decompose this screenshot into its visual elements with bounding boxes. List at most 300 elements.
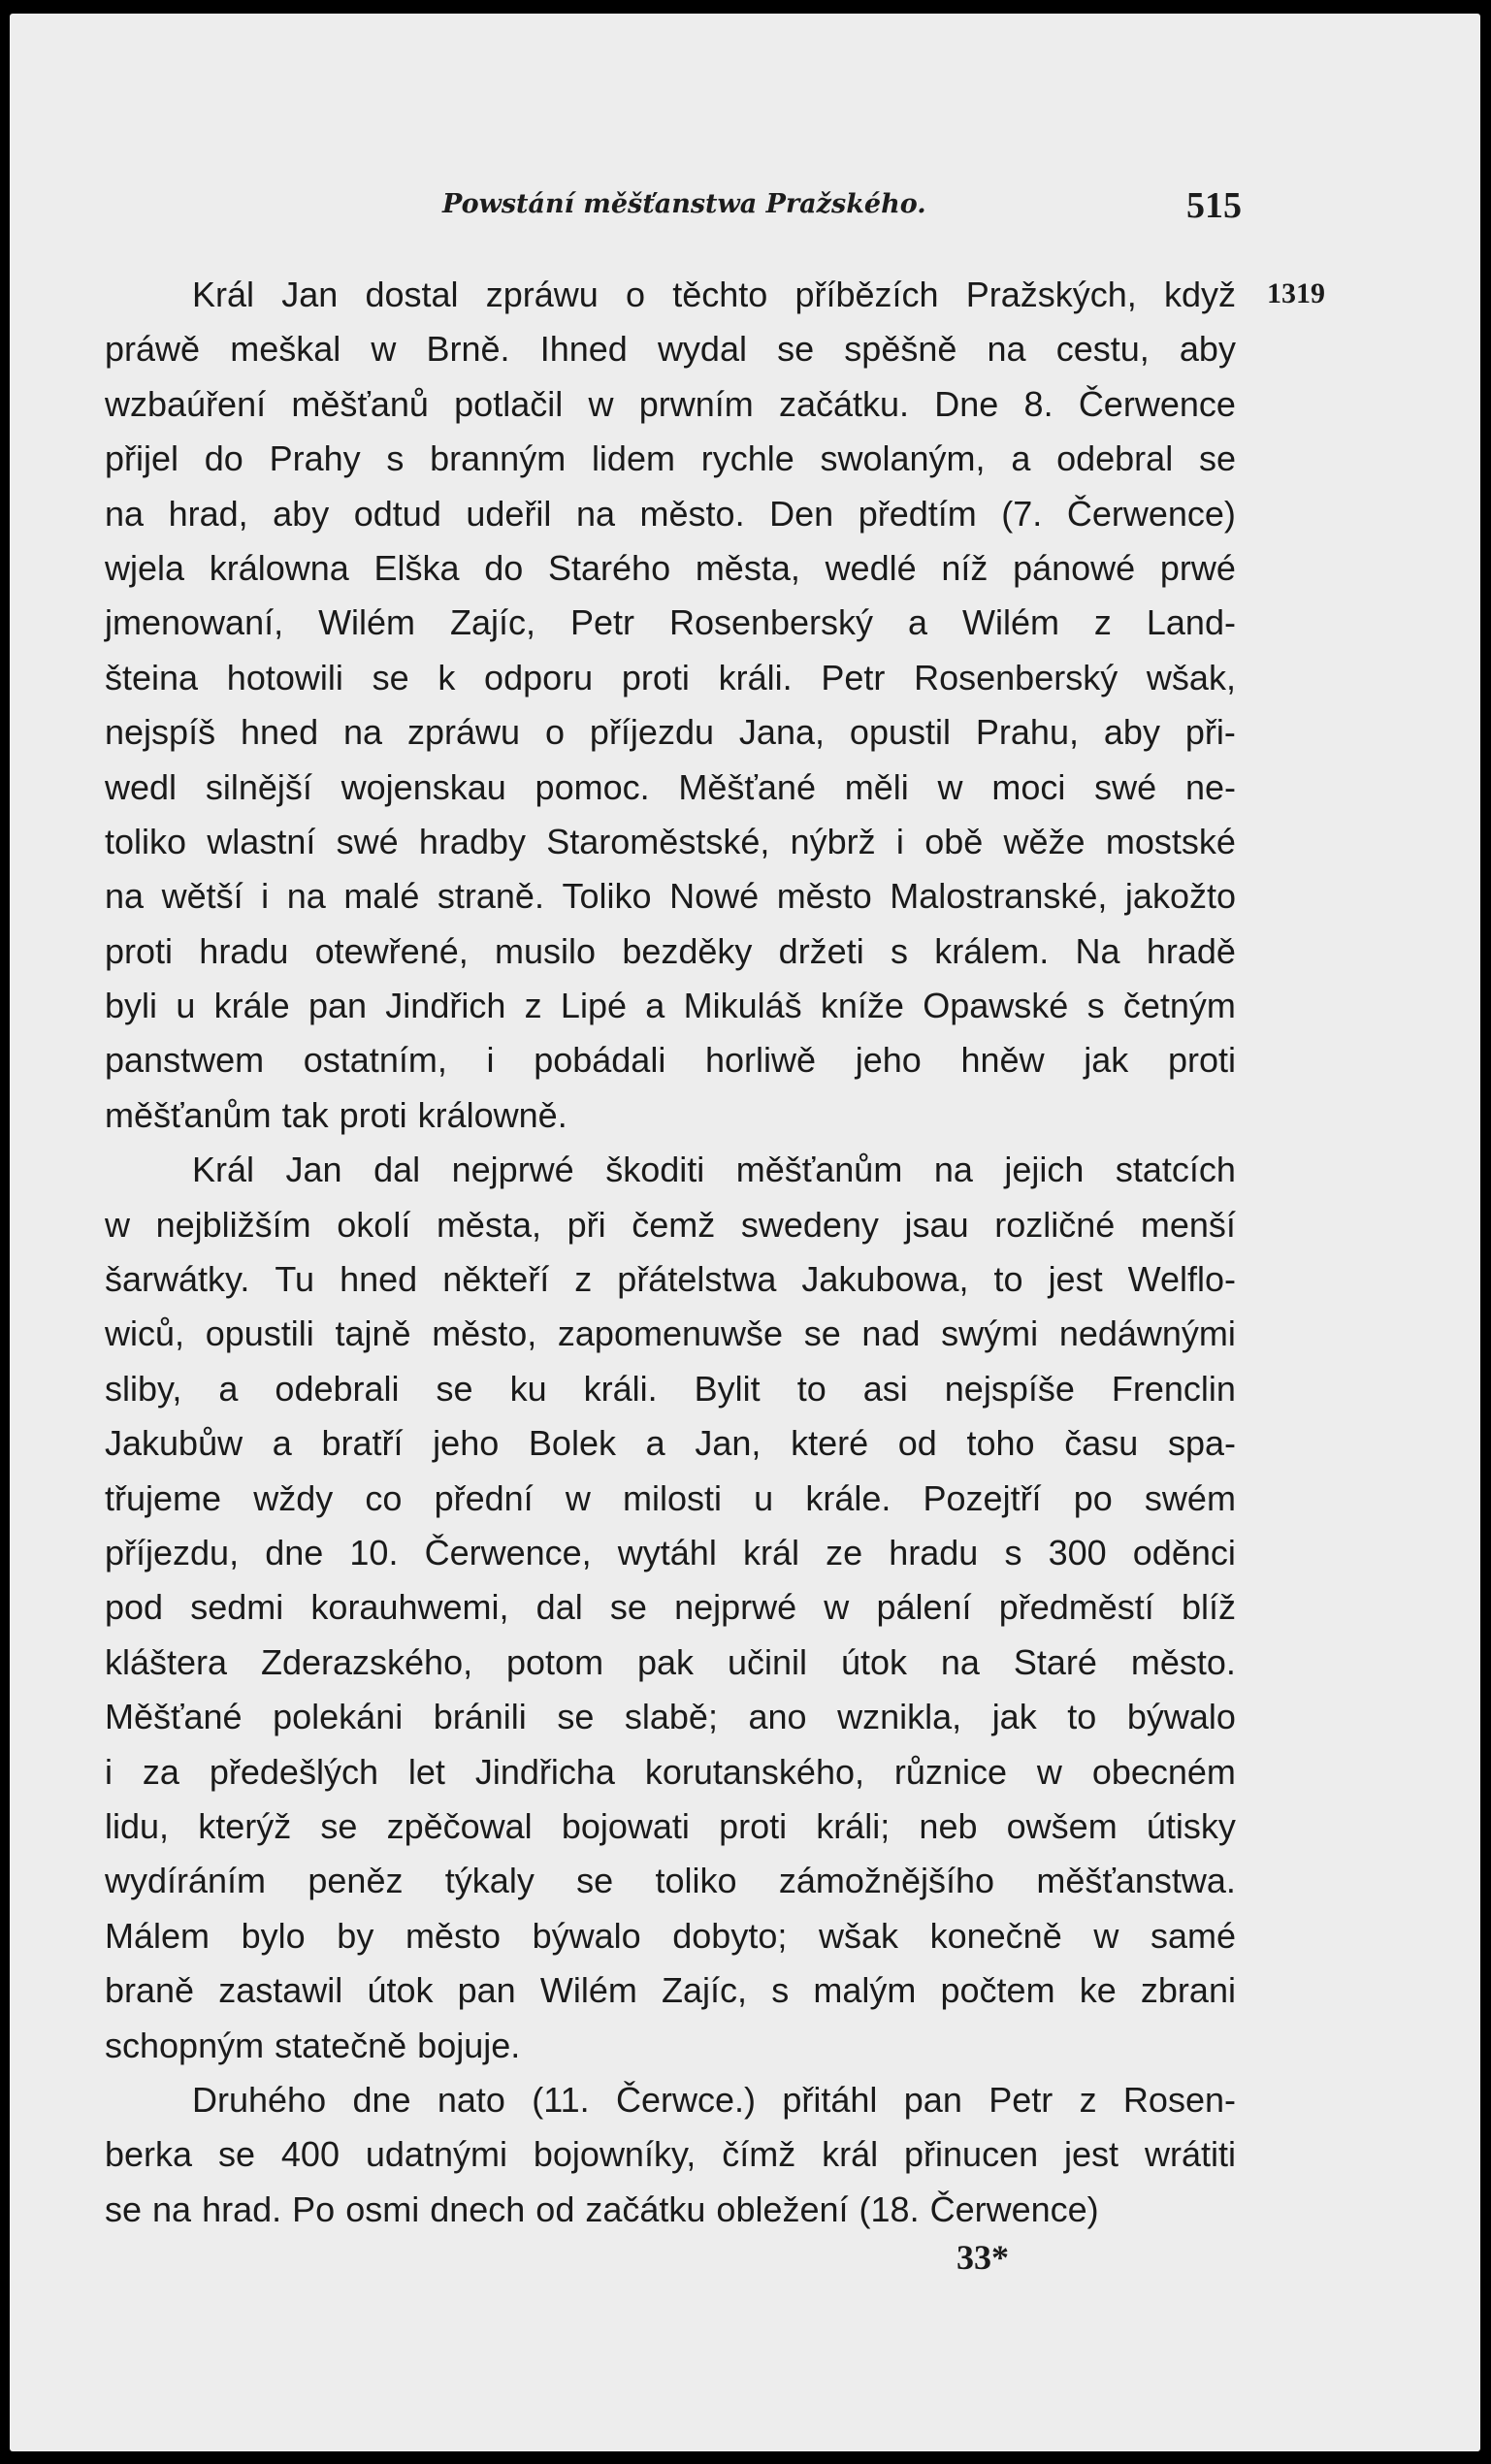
- word: braně: [105, 1970, 195, 2011]
- word: toliko: [655, 1861, 737, 1901]
- word: aby: [1179, 329, 1236, 370]
- word: otewřené,: [314, 930, 469, 971]
- word: i: [895, 821, 904, 861]
- word: asi: [862, 1368, 908, 1409]
- word: Toliko: [562, 876, 652, 917]
- word: 300: [1048, 1532, 1107, 1572]
- word: na: [987, 329, 1026, 370]
- word: by: [337, 1915, 374, 1956]
- text-line: [105, 1033, 1236, 1087]
- word: předešlých: [209, 1751, 378, 1792]
- word: Prahu,: [975, 712, 1079, 753]
- word: na: [286, 876, 326, 917]
- word: 10.: [349, 1532, 399, 1572]
- word: předměstí: [998, 1587, 1154, 1628]
- word: Dne: [934, 383, 999, 424]
- word: pálení: [876, 1587, 972, 1628]
- text-line: [105, 761, 1236, 815]
- word: ostatním,: [303, 1040, 447, 1081]
- word: býwalo: [532, 1915, 641, 1956]
- book-page: [10, 14, 1480, 2451]
- word: Jan: [285, 1150, 342, 1190]
- word: jakožto: [1124, 876, 1236, 917]
- word: jest: [1048, 1259, 1103, 1300]
- text-line: [105, 322, 1236, 376]
- word: Druhého: [192, 2079, 327, 2120]
- word: dal: [373, 1150, 421, 1190]
- word: začátku: [585, 2188, 706, 2229]
- word: pan: [308, 986, 368, 1026]
- word: týkaly: [444, 1861, 535, 1901]
- word: oděnci: [1132, 1532, 1236, 1572]
- text-line: [105, 815, 1236, 869]
- word: zpráwu: [406, 712, 521, 753]
- text-line: [105, 1198, 1236, 1252]
- text-line: [105, 1745, 1236, 1799]
- text-line: [105, 1580, 1236, 1635]
- word: jsau: [904, 1204, 969, 1245]
- word: králi;: [816, 1805, 891, 1846]
- word: učinil: [727, 1641, 808, 1682]
- word: měšťanstwa.: [1036, 1861, 1236, 1901]
- word: od: [897, 1423, 937, 1464]
- word: co: [365, 1477, 403, 1518]
- word: potlačil: [454, 383, 564, 424]
- word: pomoc.: [535, 766, 650, 807]
- word: s: [771, 1970, 790, 2011]
- word: nad: [861, 1313, 921, 1354]
- word: hned: [340, 1259, 418, 1300]
- text-line: [105, 487, 1236, 541]
- word: bojuje.: [417, 2025, 521, 2065]
- word: jeho: [855, 1040, 922, 1081]
- margin-year-note: 1319: [1267, 277, 1325, 309]
- word: peněz: [308, 1861, 404, 1901]
- word: Pražských,: [965, 275, 1137, 314]
- word: na: [940, 1641, 980, 1682]
- word: útisky: [1146, 1805, 1236, 1846]
- word: škoditi: [605, 1150, 705, 1190]
- word: Petr: [989, 2079, 1053, 2120]
- text-line: [105, 1909, 1236, 1963]
- word: dostal: [365, 275, 459, 314]
- text-line: [105, 377, 1236, 432]
- word: w: [824, 1587, 850, 1628]
- word: wedl: [105, 766, 178, 807]
- word: i: [105, 1751, 113, 1792]
- word: města,: [695, 547, 800, 588]
- word: malým: [813, 1970, 917, 2011]
- word: wrátiti: [1144, 2134, 1236, 2175]
- body-text: [105, 268, 1236, 2237]
- word: wojenskau: [340, 766, 506, 807]
- word: neb: [919, 1805, 978, 1846]
- word: owšem: [1006, 1805, 1118, 1846]
- word: tak: [281, 1094, 329, 1135]
- word: města,: [436, 1204, 541, 1245]
- word: meškal: [230, 329, 341, 370]
- word: nejspíše: [944, 1368, 1075, 1409]
- word: swými: [941, 1313, 1039, 1354]
- word: aby: [273, 493, 330, 534]
- word: a: [645, 1423, 665, 1464]
- word: pak: [637, 1641, 695, 1682]
- word: králowna: [209, 547, 349, 588]
- word: králem.: [934, 930, 1050, 971]
- word: w: [105, 1204, 130, 1245]
- word: se: [803, 1313, 841, 1354]
- word: Wilém: [539, 1970, 637, 2011]
- text-line: [105, 541, 1236, 596]
- word: Petr: [569, 602, 634, 643]
- word: Frenclin: [1111, 1368, 1236, 1409]
- word: tajně: [335, 1313, 411, 1354]
- word: u: [176, 986, 196, 1026]
- word: odporu: [484, 657, 594, 697]
- word: samé: [1150, 1915, 1236, 1956]
- word: Tu: [275, 1259, 315, 1300]
- word: a: [1011, 438, 1031, 479]
- word: straně.: [437, 876, 544, 917]
- word: četným: [1122, 986, 1236, 1026]
- text-line: [105, 1636, 1236, 1690]
- word: wydal: [657, 329, 747, 370]
- word: panstwem: [105, 1040, 265, 1081]
- word: Málem: [105, 1915, 211, 1956]
- word: počtem: [940, 1970, 1055, 2011]
- word: statečně: [275, 2025, 407, 2065]
- word: Lipé: [560, 986, 627, 1026]
- word: krále.: [805, 1477, 891, 1518]
- word: bezděky: [622, 930, 753, 971]
- word: lidu,: [105, 1805, 170, 1846]
- word: wětší: [161, 876, 243, 917]
- word: Po: [292, 2188, 336, 2229]
- word: proti: [339, 1094, 407, 1135]
- word: udatnými: [365, 2134, 507, 2175]
- word: držeti: [778, 930, 864, 971]
- word: moci: [991, 766, 1066, 807]
- word: přinucen: [904, 2134, 1039, 2175]
- word: krále: [213, 986, 290, 1026]
- word: w: [371, 329, 397, 370]
- word: se: [436, 1368, 473, 1409]
- text-line: [105, 1690, 1236, 1744]
- word: král: [742, 1532, 799, 1572]
- word: na: [575, 493, 616, 534]
- word: schopným: [105, 2025, 265, 2065]
- word: z: [524, 986, 542, 1026]
- word: o: [544, 712, 565, 753]
- word: příbězích: [794, 275, 939, 314]
- word: dne: [265, 1532, 324, 1572]
- word: menší: [1140, 1204, 1236, 1245]
- word: polekáni: [273, 1697, 404, 1737]
- word: Zderazského,: [260, 1641, 473, 1682]
- word: nejbližším: [155, 1204, 311, 1245]
- word: nýbrž: [790, 821, 876, 861]
- text-line: [105, 596, 1236, 650]
- text-line: [105, 1252, 1236, 1307]
- word: prwním: [638, 383, 754, 424]
- word: wznikla,: [837, 1697, 962, 1737]
- word: býwalo: [1126, 1697, 1236, 1737]
- word: Malostranské,: [890, 876, 1108, 917]
- word: ne-: [1184, 766, 1236, 807]
- word: 400: [280, 2134, 340, 2175]
- word: i: [261, 876, 270, 917]
- word: odtud: [353, 493, 441, 534]
- word: obležení: [716, 2188, 849, 2229]
- word: měšťanům: [735, 1150, 903, 1190]
- word: přitáhl: [782, 2079, 878, 2120]
- word: Jana,: [738, 712, 825, 753]
- word: bratří: [321, 1423, 404, 1464]
- word: pan: [903, 2079, 962, 2120]
- word: wlastní: [207, 821, 316, 861]
- word: wedlé: [825, 547, 917, 588]
- text-line: [105, 1854, 1236, 1908]
- word: Čerwence): [929, 2188, 1099, 2229]
- word: proti: [719, 1805, 788, 1846]
- word: jeho: [433, 1423, 500, 1464]
- word: wšak: [818, 1915, 898, 1956]
- word: když: [1163, 275, 1236, 314]
- word: wzbaúření: [105, 383, 267, 424]
- word: králi.: [583, 1368, 658, 1409]
- word: wytáhl: [617, 1532, 717, 1572]
- word: bojowníky,: [533, 2134, 697, 2175]
- word: to: [796, 1368, 827, 1409]
- word: to: [993, 1259, 1023, 1300]
- word: rozličné: [994, 1204, 1116, 1245]
- word: dnech: [430, 2188, 526, 2229]
- word: Nowé: [669, 876, 760, 917]
- word: různice: [893, 1751, 1007, 1792]
- word: město: [405, 1915, 501, 1956]
- word: zapomenuwše: [557, 1313, 784, 1354]
- word: králi.: [718, 657, 793, 697]
- word: w: [565, 1477, 591, 1518]
- word: nejprwé: [674, 1587, 797, 1628]
- word: zámožnějšího: [778, 1861, 995, 1901]
- word: berka: [105, 2134, 193, 2175]
- word: rychle: [700, 438, 794, 479]
- word: Elška: [373, 547, 460, 588]
- word: u: [754, 1477, 774, 1518]
- word: králowně.: [417, 1094, 567, 1135]
- word: na: [105, 876, 145, 917]
- word: lidem: [591, 438, 675, 479]
- word: jak: [991, 1697, 1037, 1737]
- word: wšak,: [1146, 657, 1236, 697]
- word: to: [1067, 1697, 1097, 1737]
- word: na: [933, 1150, 973, 1190]
- word: byli: [105, 986, 158, 1026]
- word: k: [438, 657, 456, 697]
- word: pod: [105, 1587, 164, 1628]
- word: z: [1079, 2079, 1097, 2120]
- word: přední: [434, 1477, 534, 1518]
- word: třujeme: [105, 1477, 222, 1518]
- word: hotowili: [226, 657, 343, 697]
- word: hradu: [889, 1532, 979, 1572]
- word: příjezdu,: [105, 1532, 240, 1572]
- word: w: [588, 383, 614, 424]
- word: dne: [352, 2079, 411, 2120]
- word: a: [908, 602, 928, 643]
- word: někteří: [442, 1259, 550, 1300]
- word: Staré: [1013, 1641, 1097, 1682]
- word: Jakubůw: [105, 1423, 243, 1464]
- word: ku: [509, 1368, 547, 1409]
- word: se: [105, 2188, 143, 2229]
- word: do: [484, 547, 524, 588]
- word: na: [343, 712, 383, 753]
- word: které: [791, 1423, 869, 1464]
- word: spěšně: [844, 329, 957, 370]
- word: měšťanům: [105, 1094, 272, 1135]
- word: čemž: [632, 1204, 716, 1245]
- word: ze: [826, 1532, 863, 1572]
- word: ano: [748, 1697, 807, 1737]
- text-line: [105, 2073, 1236, 2127]
- word: se: [372, 657, 409, 697]
- word: s: [1004, 1532, 1022, 1572]
- word: jak: [1084, 1040, 1129, 1081]
- text-line: [105, 869, 1236, 924]
- word: se: [777, 329, 815, 370]
- word: bránili: [433, 1697, 527, 1737]
- word: korutanského,: [644, 1751, 864, 1792]
- word: se: [609, 1587, 647, 1628]
- word: zpěčowal: [386, 1805, 533, 1846]
- word: hradu: [199, 930, 289, 971]
- word: Welflo-: [1127, 1259, 1236, 1300]
- word: jmenowaní,: [105, 602, 284, 643]
- word: Bylit: [694, 1368, 761, 1409]
- word: spa-: [1167, 1423, 1236, 1464]
- word: blíž: [1181, 1587, 1236, 1628]
- word: šarwátky.: [105, 1259, 250, 1300]
- word: se: [576, 1861, 614, 1901]
- word: při-: [1184, 712, 1236, 753]
- word: začátku.: [778, 383, 910, 424]
- word: udeřil: [466, 493, 552, 534]
- word: práwě: [105, 329, 201, 370]
- word: hrad.: [202, 2188, 282, 2229]
- word: ke: [1079, 1970, 1117, 2011]
- word: útok: [840, 1641, 907, 1682]
- word: zbrani: [1140, 1970, 1236, 2011]
- word: obecném: [1091, 1751, 1236, 1792]
- word: prwé: [1159, 547, 1236, 588]
- word: Staroměstské,: [546, 821, 770, 861]
- text-line: [105, 979, 1236, 1033]
- word: král: [822, 2134, 879, 2175]
- word: hradby: [418, 821, 526, 861]
- word: Rosenberský: [668, 602, 874, 643]
- text-line: [105, 2019, 1236, 2073]
- word: malé: [343, 876, 420, 917]
- word: musilo: [495, 930, 597, 971]
- word: w: [937, 766, 963, 807]
- word: proti: [1167, 1040, 1236, 1081]
- word: sliby,: [105, 1368, 182, 1409]
- word: wždy: [253, 1477, 334, 1518]
- word: město,: [432, 1313, 537, 1354]
- word: se: [1198, 438, 1236, 479]
- word: dal: [535, 1587, 583, 1628]
- word: Pozejtří: [923, 1477, 1042, 1518]
- word: po: [1073, 1477, 1113, 1518]
- word: o: [625, 275, 645, 314]
- word: Měšťané: [105, 1697, 243, 1737]
- word: horliwě: [705, 1040, 817, 1081]
- word: město.: [639, 493, 745, 534]
- word: se: [217, 2134, 255, 2175]
- word: milosti: [622, 1477, 722, 1518]
- word: Starého: [548, 547, 671, 588]
- word: branným: [430, 438, 567, 479]
- word: a: [645, 986, 665, 1026]
- word: toho: [966, 1423, 1035, 1464]
- text-line: [105, 1416, 1236, 1471]
- text-line: [105, 1963, 1236, 2018]
- text-line: [105, 1307, 1236, 1361]
- word: wjela: [105, 547, 185, 588]
- word: s: [1086, 986, 1105, 1026]
- word: předtím: [858, 493, 977, 534]
- word: konečně: [929, 1915, 1062, 1956]
- word: na: [105, 493, 145, 534]
- word: s: [386, 438, 405, 479]
- word: Bolek: [528, 1423, 616, 1464]
- word: pobádali: [534, 1040, 666, 1081]
- word: silnější: [205, 766, 312, 807]
- word: Čerwence): [1066, 493, 1236, 534]
- word: okolí: [337, 1204, 411, 1245]
- word: swé: [1094, 766, 1157, 807]
- word: Jindřicha: [474, 1751, 615, 1792]
- word: kterýž: [198, 1805, 292, 1846]
- word: (11.: [532, 2079, 590, 2120]
- word: Brně.: [426, 329, 510, 370]
- word: swolaným,: [820, 438, 986, 479]
- word: nejprwé: [451, 1150, 574, 1190]
- word: dobyto;: [672, 1915, 788, 1956]
- word: swé: [336, 821, 399, 861]
- word: od: [535, 2188, 575, 2229]
- printer-signature: 33*: [956, 2238, 1009, 2277]
- text-line: [105, 432, 1236, 486]
- running-title: Powstání měšťanstwa Pražského.: [442, 189, 926, 219]
- word: wiců,: [105, 1313, 185, 1354]
- word: let: [407, 1751, 445, 1792]
- word: w: [1036, 1751, 1062, 1792]
- word: hrad,: [168, 493, 248, 534]
- word: níž: [941, 547, 989, 588]
- word: Rosenberský: [914, 657, 1118, 697]
- word: do: [204, 438, 243, 479]
- word: Jan: [281, 275, 339, 314]
- word: jejich: [1004, 1150, 1085, 1190]
- word: Opawské: [923, 986, 1069, 1026]
- word: z: [574, 1259, 593, 1300]
- word: útok: [367, 1970, 434, 2011]
- word: toliko: [105, 821, 187, 861]
- word: zpráwu: [485, 275, 599, 314]
